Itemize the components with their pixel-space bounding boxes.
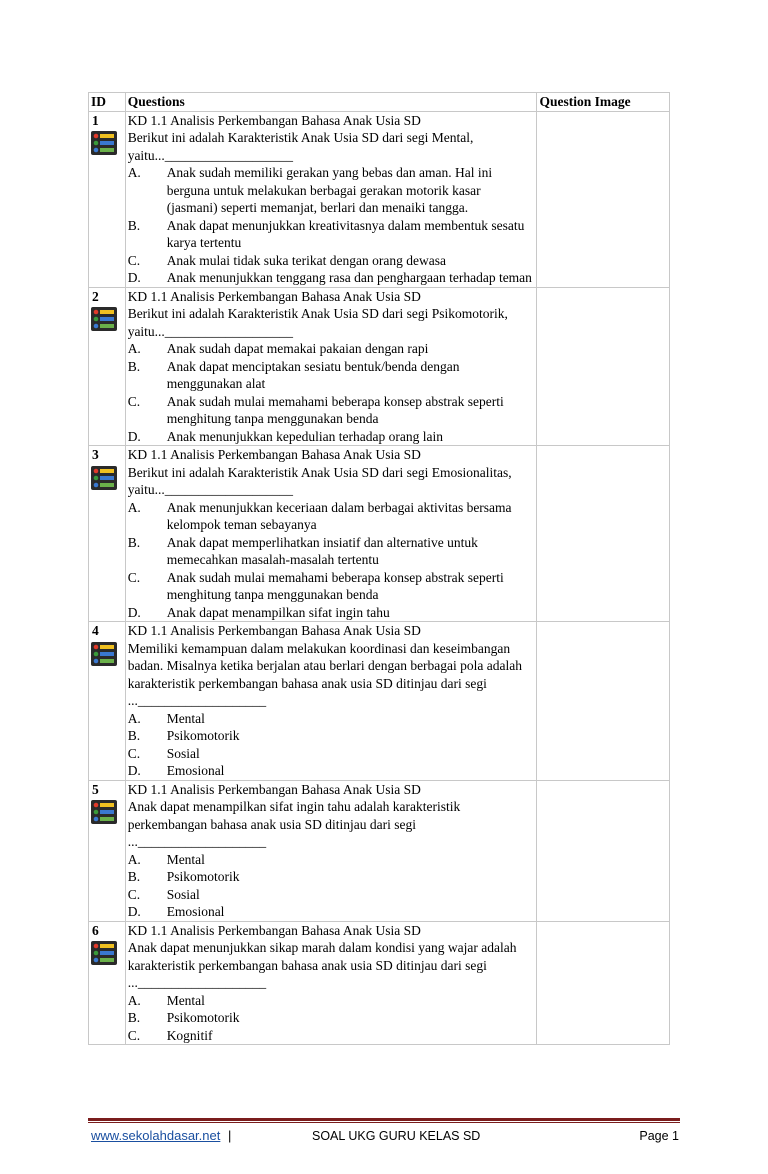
question-image-cell [537,446,670,622]
option-text: Kognitif [166,1027,213,1043]
header-id: ID [89,93,126,112]
table-row [89,921,670,1045]
option-letter: B. [127,358,141,374]
question-cell [125,780,537,921]
table-row [89,622,670,781]
option-text: Psikomotorik [166,728,240,743]
option-text: Mental [166,851,205,867]
option-text: Anak dapat menunjukkan kreativitasnya dalam membentuk sesatu karya tertentu [166,217,525,250]
option-text: Anak dapat memperlihatkan insiatif dan alternative untuk memecahkan masalah-masalah tertentu [166,534,478,567]
question-id: 2 [92,288,99,304]
answer-option [128,569,535,604]
table-row [89,780,670,921]
answer-option [128,358,535,393]
option-letter: A. [127,710,141,726]
question-image-cell [537,622,670,781]
list-icon[interactable] [91,466,117,490]
answer-option [128,992,535,1010]
question-id: 4 [92,623,99,638]
question-image-cell [537,111,670,287]
option-text: Psikomotorik [166,1010,240,1025]
option-letter: D. [127,428,141,444]
questions-body [89,111,670,1045]
option-text: Anak sudah memiliki gerakan yang bebas dan aman. Hal ini berguna untuk melakukan berbagai gerakan motorik kasar (jasmani) seperti memanjat, berlari dan menaiki tangga. [166,165,493,215]
option-text: Anak dapat menampilkan sifat ingin tahu [166,604,390,620]
option-letter: C. [127,569,141,585]
option-letter: C. [127,252,141,268]
option-letter: A. [127,341,141,356]
option-text: Mental [166,710,205,726]
answer-option [128,868,535,886]
question-cell [125,287,537,446]
answer-option [128,269,535,287]
option-letter: C. [127,886,141,902]
question-id: 3 [92,447,99,462]
list-icon[interactable] [91,941,117,965]
answer-option [128,604,535,622]
option-text: Psikomotorik [166,869,240,884]
footer-title: SOAL UKG GURU KELAS SD [312,1129,481,1143]
option-letter: C. [127,1027,141,1043]
question-stem: Berikut ini adalah Karakteristik Anak Usia SD dari segi Mental, yaitu...___________________ [127,130,474,163]
option-text: Anak menunjukkan tenggang rasa dan penghargaan terhadap teman [166,270,532,285]
answer-option [128,727,535,745]
question-id: 5 [92,781,99,797]
answer-option [128,252,535,270]
question-image-cell [537,921,670,1045]
question-stem: Anak dapat menunjukkan sikap marah dalam kondisi yang wajar adalah karakteristik perkembangan bahasa anak usia SD ditinjau dari segi ...___________________ [127,940,517,990]
question-kd: KD 1.1 Analisis Perkembangan Bahasa Anak Usia SD [127,112,421,128]
answer-option [128,1009,535,1027]
option-letter: B. [127,217,141,233]
option-letter: A. [127,165,141,180]
question-cell [125,111,537,287]
list-icon[interactable] [91,800,117,824]
option-letter: B. [127,1010,141,1025]
question-stem: Berikut ini adalah Karakteristik Anak Usia SD dari segi Emosionalitas, yaitu...___________________ [127,464,512,497]
option-text: Anak menunjukkan keceriaan dalam berbagai aktivitas bersama kelompok teman sebayanya [166,499,512,532]
question-stem: Memiliki kemampuan dalam melakukan koordinasi dan keseimbangan badan. Misalnya ketika berjalan atau berlari dengan berbagai pola adalah karakteristik perkembangan bahasa anak usia SD ditinjau dari segi ...___________________ [127,640,523,708]
option-letter: D. [127,904,141,919]
option-letter: B. [127,869,141,884]
footer-separator: | [228,1128,232,1143]
option-letter: A. [127,499,141,515]
answer-option [128,903,535,921]
question-kd: KD 1.1 Analisis Perkembangan Bahasa Anak Usia SD [127,922,421,938]
question-image-cell [537,287,670,446]
question-kd: KD 1.1 Analisis Perkembangan Bahasa Anak Usia SD [127,781,421,797]
option-text: Emosional [166,904,225,919]
question-id-cell [89,111,126,287]
option-letter: D. [127,604,141,620]
option-text: Sosial [166,745,200,761]
answer-option [128,340,535,358]
question-image-cell [537,780,670,921]
question-id: 6 [92,922,99,938]
answer-option [128,164,535,217]
option-letter: B. [127,534,141,550]
questions-table [88,92,670,1045]
table-header-row [89,93,670,112]
header-questions: Questions [125,93,537,112]
table-row [89,111,670,287]
question-kd: KD 1.1 Analisis Perkembangan Bahasa Anak Usia SD [127,288,421,304]
option-letter: D. [127,270,141,285]
answer-option [128,745,535,763]
question-stem: Berikut ini adalah Karakteristik Anak Usia SD dari segi Psikomotorik, yaitu...___________________ [127,306,508,339]
option-text: Emosional [166,763,225,778]
answer-option [128,393,535,428]
question-kd: KD 1.1 Analisis Perkembangan Bahasa Anak Usia SD [127,447,421,462]
option-letter: D. [127,763,141,778]
question-cell [125,622,537,781]
option-text: Mental [166,992,205,1008]
option-text: Sosial [166,886,200,902]
answer-option [128,428,535,446]
answer-option [128,534,535,569]
header-question-image: Question Image [537,93,670,112]
answer-option [128,762,535,780]
answer-option [128,710,535,728]
option-text: Anak menunjukkan kepedulian terhadap orang lain [166,428,443,444]
option-text: Anak sudah dapat memakai pakaian dengan rapi [166,341,429,356]
answer-option [128,217,535,252]
answer-option [128,886,535,904]
option-letter: B. [127,728,141,743]
list-icon[interactable] [91,307,117,331]
table-row [89,287,670,446]
footer-rule [88,1118,680,1121]
question-kd: KD 1.1 Analisis Perkembangan Bahasa Anak Usia SD [127,623,421,638]
answer-option [128,1027,535,1045]
question-id-cell [89,780,126,921]
question-id-cell [89,622,126,781]
option-letter: A. [127,851,141,867]
list-icon[interactable] [91,642,117,666]
option-text: Anak mulai tidak suka terikat dengan orang dewasa [166,252,446,268]
question-id-cell [89,921,126,1045]
answer-option [128,851,535,869]
footer-rule-thin [88,1122,680,1123]
question-id: 1 [92,112,99,128]
table-row [89,446,670,622]
option-text: Anak sudah mulai memahami beberapa konsep abstrak seperti menghitung tanpa menggunakan benda [166,393,504,426]
page-number: Page 1 [639,1129,679,1143]
list-icon[interactable] [91,131,117,155]
option-text: Anak sudah mulai memahami beberapa konsep abstrak seperti menghitung tanpa menggunakan benda [166,569,504,602]
option-letter: C. [127,393,141,409]
question-cell [125,921,537,1045]
option-letter: A. [127,992,141,1008]
question-id-cell [89,446,126,622]
question-id-cell [89,287,126,446]
answer-option [128,499,535,534]
option-letter: C. [127,745,141,761]
option-text: Anak dapat menciptakan sesiatu bentuk/benda dengan menggunakan alat [166,358,460,391]
question-cell [125,446,537,622]
footer-website-link[interactable]: www.sekolahdasar.net [91,1128,221,1143]
question-stem: Anak dapat menampilkan sifat ingin tahu adalah karakteristik perkembangan bahasa anak usia SD ditinjau dari segi ...___________________ [127,799,461,849]
